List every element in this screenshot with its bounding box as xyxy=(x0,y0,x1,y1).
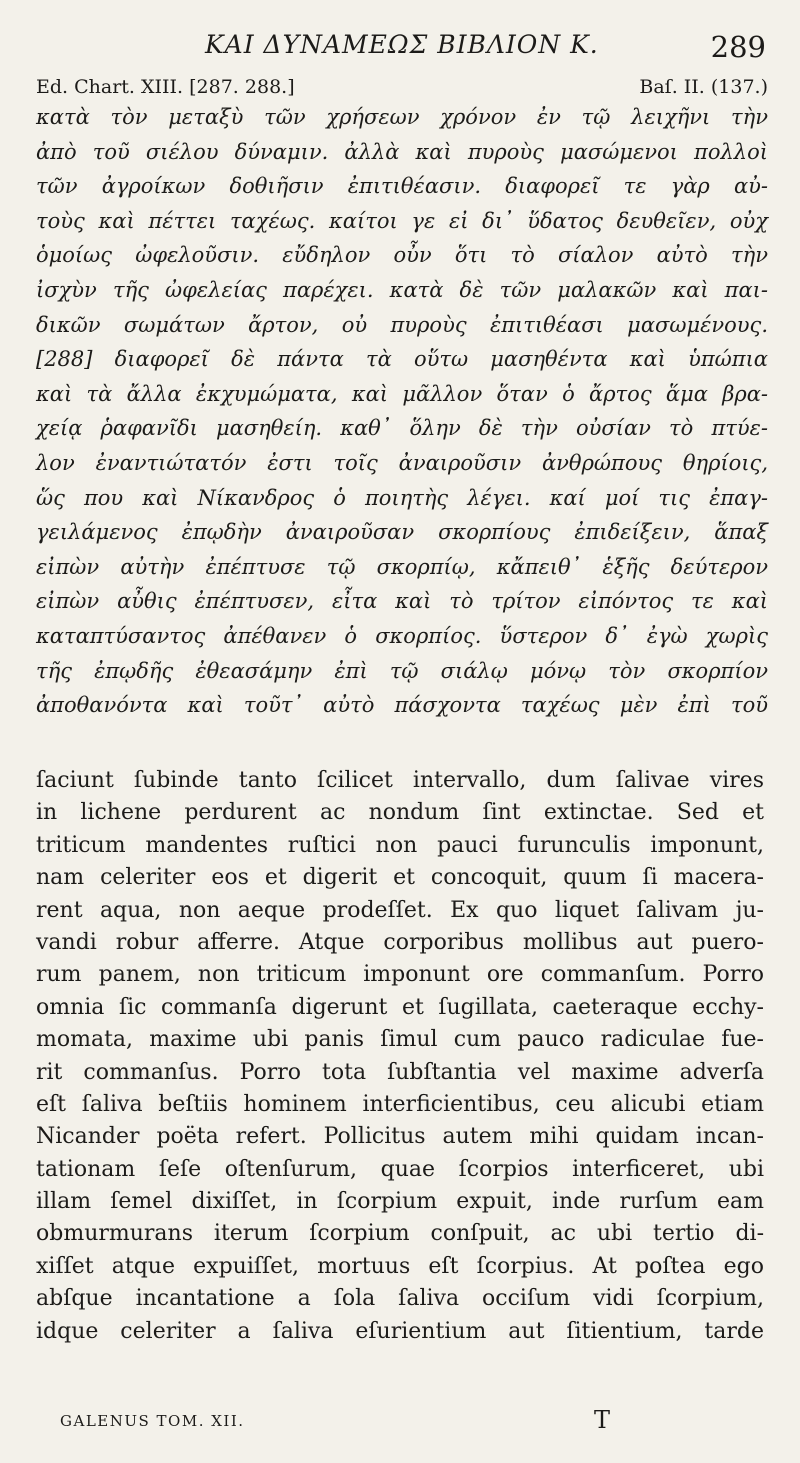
latin-line: xiſſet atque expuiſſet, mortuus eſt ſcorpius. At poſtea ego xyxy=(36,1253,764,1279)
edition-reference-chartier: Ed. Chart. XIII. [287. 288.] xyxy=(36,76,295,98)
greek-line: ἀπὸ τοῦ σιέλου δύναμιν. ἀλλὰ καὶ πυροὺς μασώμενοι πολλοὶ xyxy=(36,139,768,164)
greek-line: τῶν ἀγροίκων δοθιῆσιν ἐπιτιθέασιν. διαφορεῖ τε γὰρ αὐ- xyxy=(36,174,768,199)
greek-line: δικῶν σωμάτων ἄρτον, οὐ πυροὺς ἐπιτιθέασι μασωμένους. xyxy=(36,312,768,337)
greek-line: καταπτύσαντος ἀπέθανεν ὁ σκορπίος. ὕστερον δ᾽ ἐγὼ χωρὶς xyxy=(36,623,768,648)
sheet-mark: T xyxy=(594,1406,611,1434)
greek-line: λον ἐναντιώτατόν ἐστι τοῖς ἀναιροῦσιν ἀνθρώπους θηρίοις, xyxy=(36,450,768,475)
greek-line: χείᾳ ῥαφανῖδι μασηθείη. καθ᾽ ὅλην δὲ τὴν οὐσίαν τὸ πτύε- xyxy=(36,416,768,441)
greek-line: ὁμοίως ὠφελοῦσιν. εὔδηλον οὖν ὅτι τὸ σίαλον αὐτὸ τὴν xyxy=(36,243,768,268)
latin-line: tationam ſeſe oſtenſurum, quae ſcorpios interficeret, ubi xyxy=(36,1156,764,1182)
printer-signature: GALENUS TOM. XII. xyxy=(60,1412,245,1430)
latin-line: rit commanſus. Porro tota ſubſtantia vel maxime adverſa xyxy=(36,1059,764,1085)
greek-line: τοὺς καὶ πέττει ταχέως. καίτοι γε εἰ δι᾽ ὕδατος δευθεῖεν, οὐχ xyxy=(36,208,768,233)
greek-line: ἰσχὺν τῆς ὠφελείας παρέχει. κατὰ δὲ τῶν μαλακῶν καὶ παι- xyxy=(36,277,768,302)
page-header xyxy=(0,28,800,68)
latin-line: abſque incantatione a ſola ſaliva occiſum vidi ſcorpium, xyxy=(36,1286,764,1312)
greek-line: γειλάμενος ἐπῳδὴν ἀναιροῦσαν σκορπίους ἐπιδείξειν, ἅπαξ xyxy=(36,520,768,545)
latin-line: Nicander poëta refert. Pollicitus autem mihi quidam incan- xyxy=(36,1124,764,1150)
page-footer xyxy=(36,1406,764,1436)
greek-line: καὶ τὰ ἄλλα ἐκχυμώματα, καὶ μᾶλλον ὅταν ὁ ἄρτος ἅμα βρα- xyxy=(36,381,768,406)
latin-line: omnia ſic commanſa digerunt et ſugillata, caeteraque ecchy- xyxy=(36,994,764,1020)
greek-line: εἰπὼν αὖθις ἐπέπτυσεν, εἶτα καὶ τὸ τρίτον εἰπόντος τε καὶ xyxy=(36,589,768,614)
latin-line: momata, maxime ubi panis ſimul cum pauco radiculae fue- xyxy=(36,1027,764,1053)
latin-line: idque celeriter a ſaliva eſurientium aut ſitientium, tarde xyxy=(36,1318,764,1344)
edition-reference-basel: Baſ. II. (137.) xyxy=(639,76,768,98)
greek-line: εἰπὼν αὐτὴν ἐπέπτυσε τῷ σκορπίῳ, κἄπειθ᾽ ἑξῆς δεύτερον xyxy=(36,554,768,579)
latin-text-block xyxy=(36,765,764,1348)
latin-line: ſaciunt ſubinde tanto ſcilicet intervallo, dum ſalivae vires xyxy=(36,768,764,793)
latin-line: in lichene perdurent ac nondum ſint extinctae. Sed et xyxy=(36,800,764,826)
latin-line: rent aqua, non aeque prodeſſet. Ex quo liquet ſalivam ju- xyxy=(36,897,764,923)
greek-line: κατὰ τὸν μεταξὺ τῶν χρήσεων χρόνον ἐν τῷ λειχῆνι τὴν xyxy=(36,105,768,129)
running-title: ΚΑΙ ΔΥΝΑΜΕΩΣ ΒΙΒΛΙΟΝ Κ. xyxy=(205,30,599,59)
greek-line: [288] διαφορεῖ δὲ πάντα τὰ οὕτω μασηθέντα καὶ ὑπώπια xyxy=(36,347,768,372)
greek-text-block xyxy=(36,100,768,723)
greek-line: ὥς που καὶ Νίκανδρος ὁ ποιητὴς λέγει. καί μοί τις ἐπαγ- xyxy=(36,485,768,510)
latin-line: eſt ſaliva beſtiis hominem interficientibus, ceu alicubi etiam xyxy=(36,1091,764,1117)
latin-line: triticum mandentes ruſtici non pauci furunculis imponunt, xyxy=(36,832,764,858)
latin-line: nam celeriter eos et digerit et concoquit, quum ſi macera- xyxy=(36,865,764,891)
greek-line: τῆς ἐπῳδῆς ἐθεασάμην ἐπὶ τῷ σιάλῳ μόνῳ τὸν σκορπίον xyxy=(36,658,768,683)
latin-line: illam ſemel dixiſſet, in ſcorpium expuit, inde rurſum eam xyxy=(36,1189,764,1215)
page-number: 289 xyxy=(710,30,766,64)
greek-line: ἀποθανόντα καὶ τοῦτ᾽ αὐτὸ πάσχοντα ταχέως μὲν ἐπὶ τοῦ xyxy=(36,693,768,718)
latin-line: vandi robur afferre. Atque corporibus mollibus aut puero- xyxy=(36,929,764,955)
latin-line: obmurmurans iterum ſcorpium conſpuit, ac ubi tertio di- xyxy=(36,1221,764,1247)
latin-line: rum panem, non triticum imponunt ore commanſum. Porro xyxy=(36,962,764,988)
